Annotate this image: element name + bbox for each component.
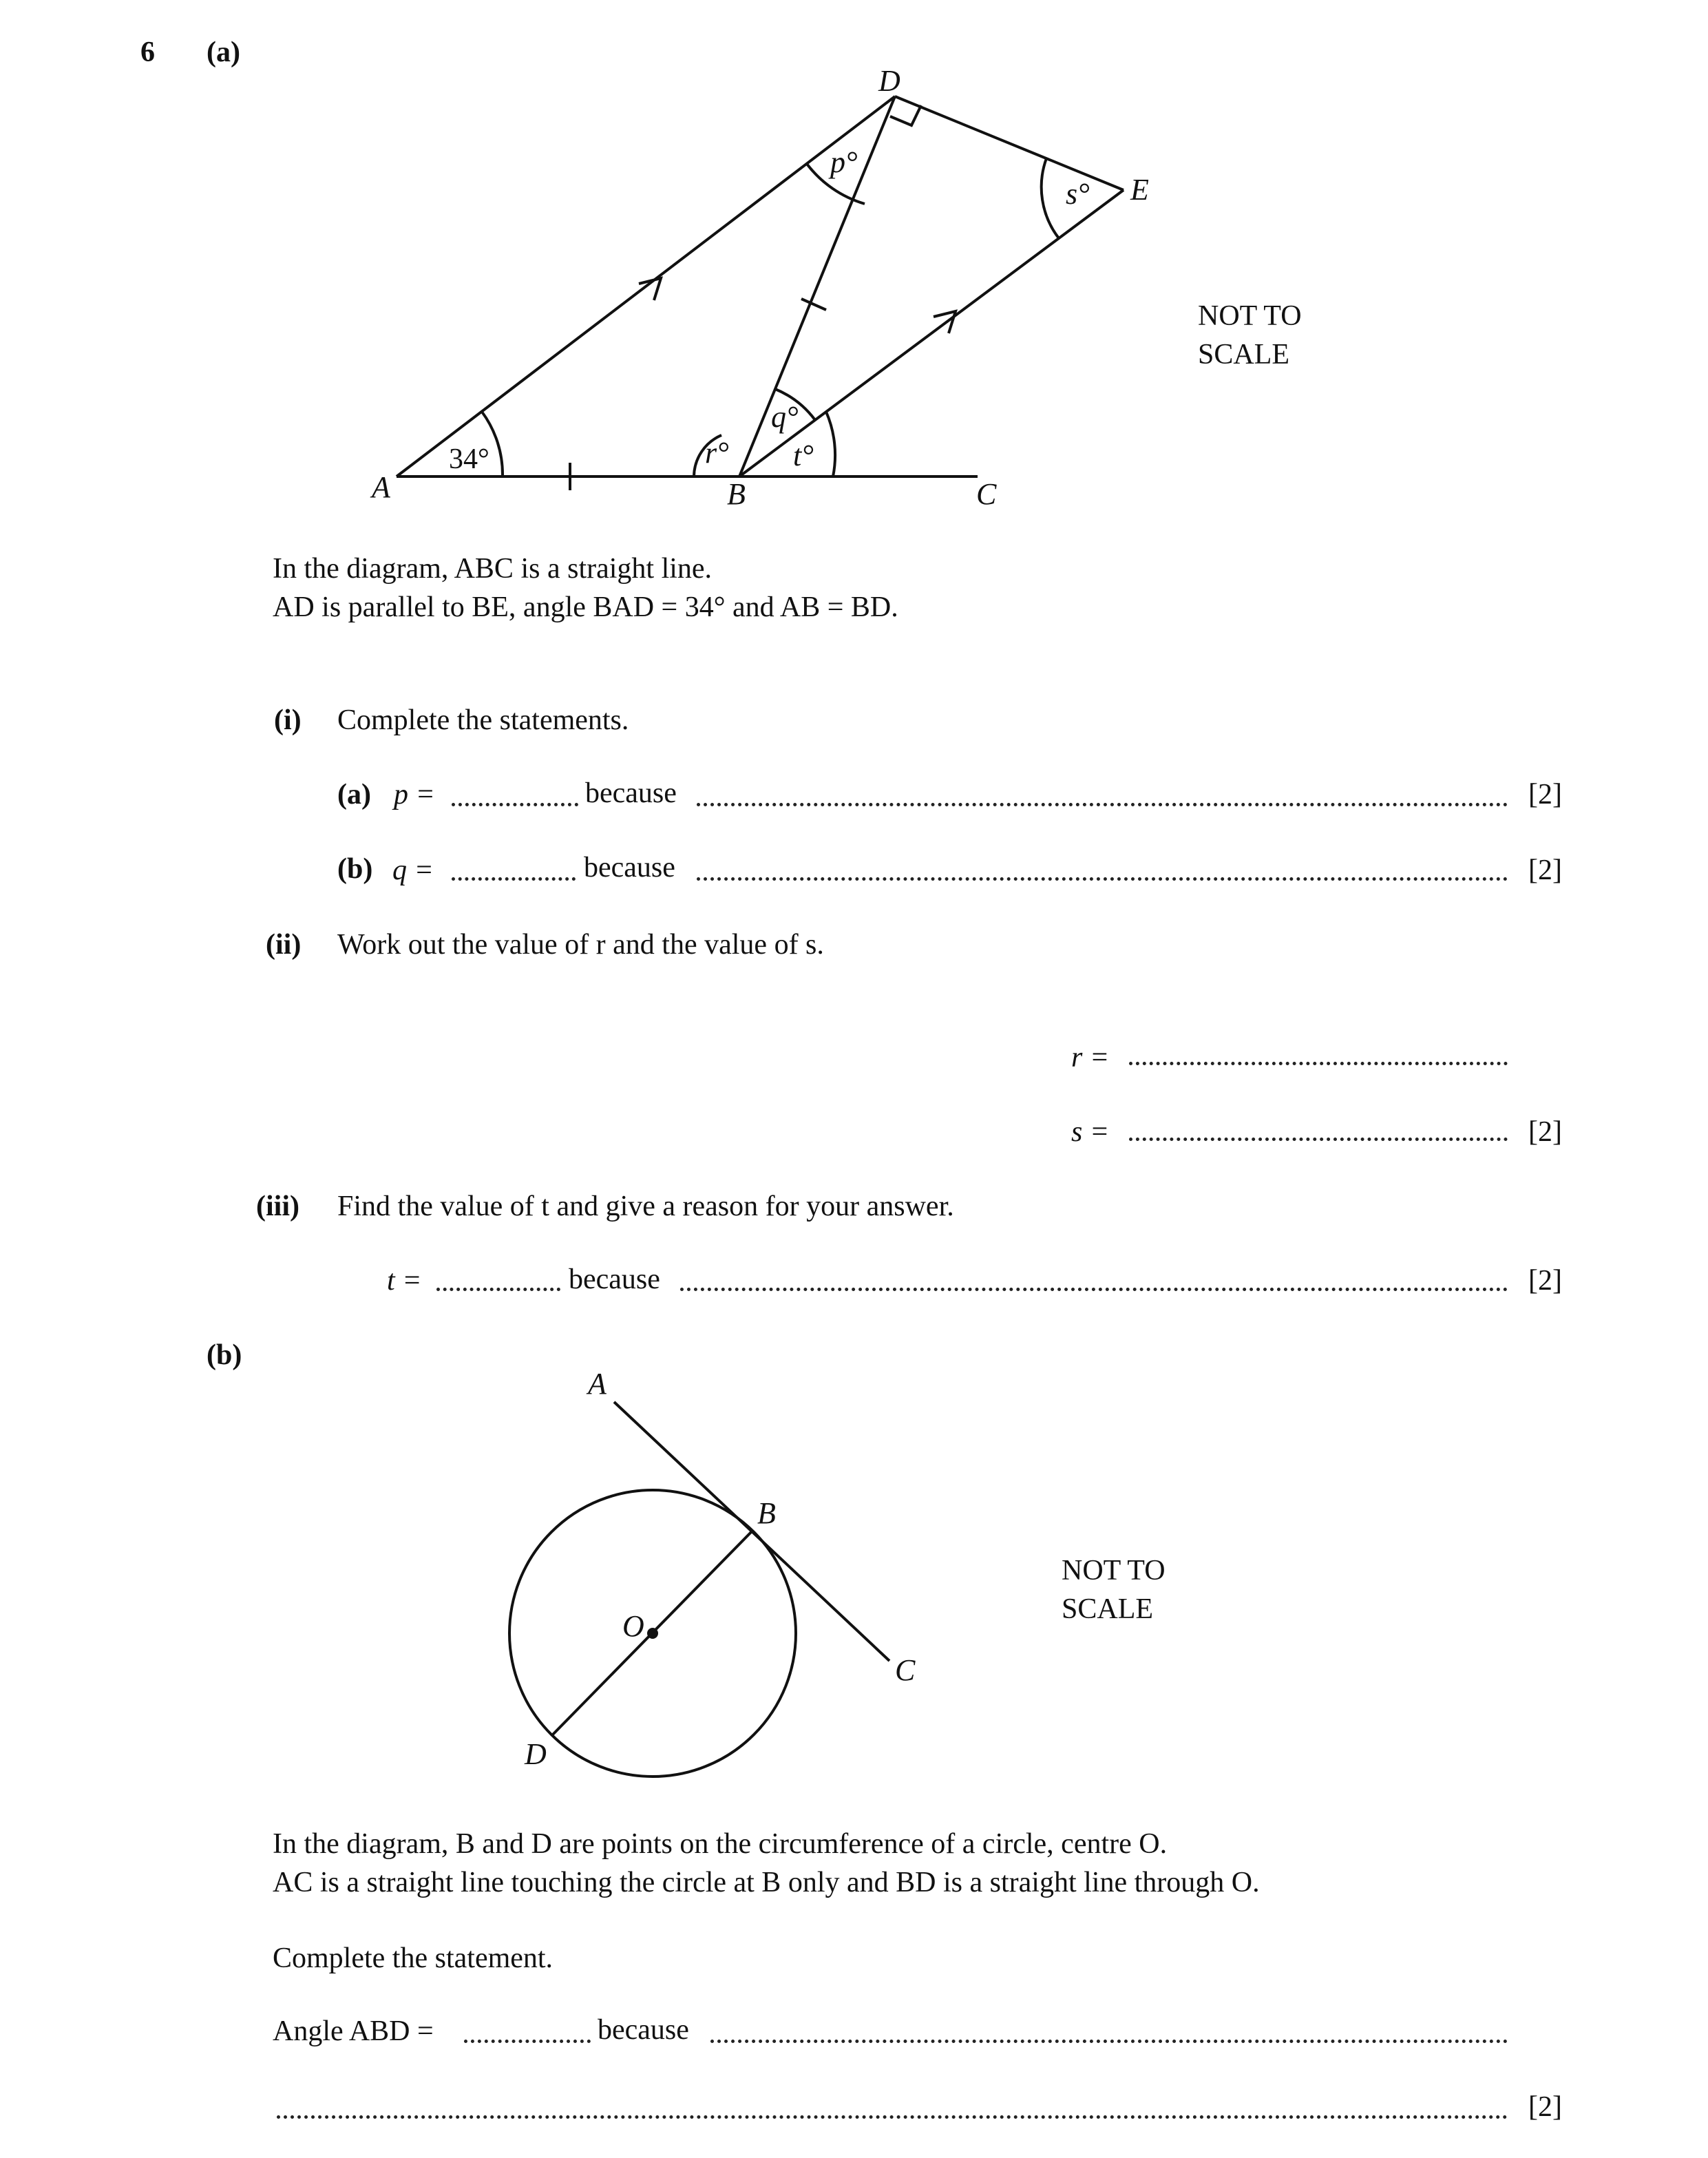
point-b: B [727, 477, 746, 511]
part-i-instruction: Complete the statements. [337, 704, 629, 736]
not-to-scale-a-2: SCALE [1198, 339, 1290, 370]
angle-r-label: r° [705, 436, 729, 470]
angle-abd-reason-line-1[interactable] [710, 2040, 1508, 2043]
q-equals: q = [392, 855, 434, 886]
q-because: because [584, 852, 675, 883]
p-because: because [585, 777, 677, 809]
angle-34-label: 34° [449, 443, 489, 475]
part-i-a-label: (a) [337, 779, 371, 810]
part-b-label: (b) [207, 1339, 242, 1371]
part-b-marks: [2] [1528, 2091, 1562, 2123]
point-d: D [878, 64, 900, 98]
centre-o-dot [647, 1628, 658, 1639]
point-e: E [1130, 173, 1149, 207]
not-to-scale-b-1: NOT TO [1062, 1555, 1166, 1586]
intro-b-line1: In the diagram, B and D are points on the circumference of a circle, centre O. [273, 1828, 1168, 1860]
q-marks: [2] [1528, 855, 1562, 886]
p-marks: [2] [1528, 779, 1562, 810]
point-b-o: O [622, 1609, 644, 1643]
part-ii-label: (ii) [266, 929, 302, 961]
angle-abd-answer-line[interactable] [464, 2040, 591, 2043]
t-because: because [569, 1264, 660, 1295]
question-number: 6 [140, 36, 155, 68]
point-b-a: A [588, 1367, 607, 1401]
p-equals: p = [394, 779, 435, 810]
angle-abd-because: because [598, 2014, 689, 2046]
part-a-label: (a) [207, 36, 240, 68]
part-ii-instruction: Work out the value of r and the value of s. [337, 929, 824, 961]
angle-abd-reason-line-2[interactable] [277, 2115, 1508, 2119]
intro-b-line2: AC is a straight line touching the circle at B only and BD is a straight line through O. [273, 1867, 1260, 1898]
not-to-scale-b-2: SCALE [1062, 1593, 1154, 1625]
angle-t-label: t° [793, 439, 814, 472]
angle-q-label: q° [771, 400, 799, 434]
s-equals: s = [1071, 1116, 1110, 1148]
part-ii-marks: [2] [1528, 1116, 1562, 1148]
intro-a-line1: In the diagram, ABC is a straight line. [273, 553, 713, 585]
point-c: C [976, 477, 997, 511]
r-equals: r = [1071, 1042, 1110, 1073]
point-b-d: D [525, 1737, 547, 1771]
part-iii-marks: [2] [1528, 1265, 1562, 1297]
angle-s-label: s° [1066, 177, 1090, 211]
part-b-instruction: Complete the statement. [273, 1942, 553, 1974]
angle-p-label: p° [830, 145, 858, 179]
point-b-c: C [895, 1653, 916, 1687]
part-i-label: (i) [274, 704, 302, 736]
t-equals: t = [387, 1265, 422, 1297]
part-i-b-label: (b) [337, 853, 373, 885]
point-b-b: B [757, 1496, 776, 1530]
intro-a-line2: AD is parallel to BE, angle BAD = 34° and AB = BD. [273, 591, 898, 623]
not-to-scale-a-1: NOT TO [1198, 300, 1302, 332]
part-iii-instruction: Find the value of t and give a reason for your answer. [337, 1191, 954, 1222]
point-a: A [372, 470, 390, 504]
part-iii-label: (iii) [256, 1191, 299, 1222]
angle-abd-label: Angle ABD = [273, 2015, 434, 2047]
